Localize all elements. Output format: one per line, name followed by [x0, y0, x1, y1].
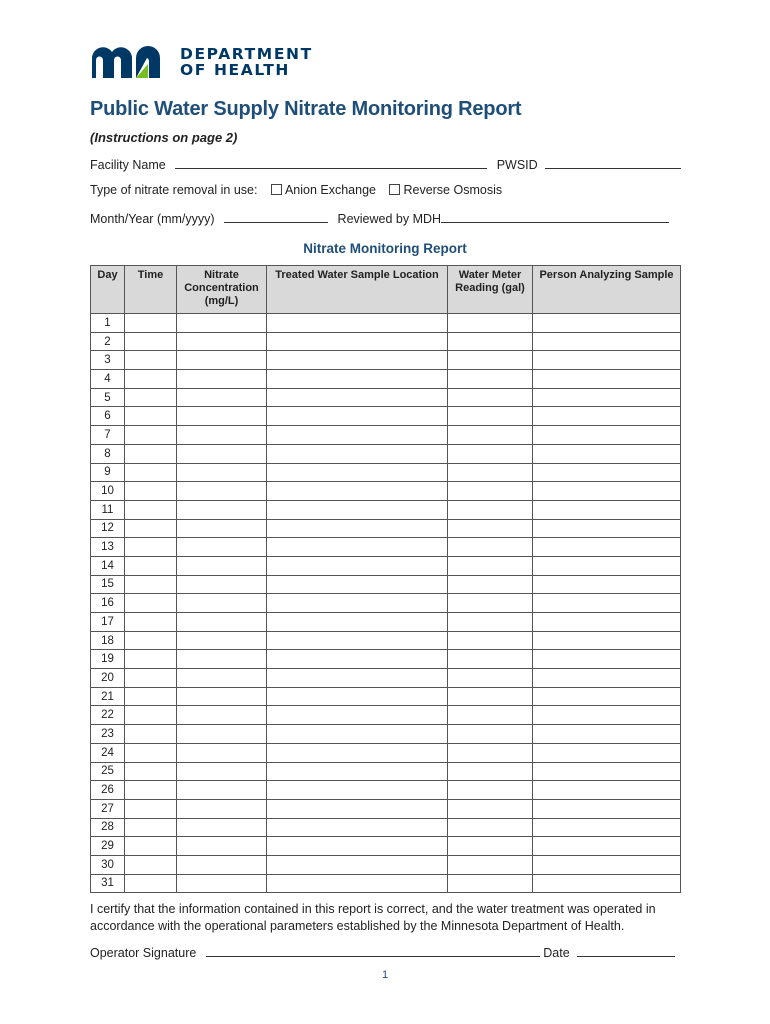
table-row [91, 837, 681, 856]
day-cell: 7 [91, 426, 125, 445]
time-cell[interactable] [125, 482, 177, 501]
table-row [91, 855, 681, 874]
removal-row [90, 183, 674, 197]
nitrate-cell[interactable] [177, 575, 267, 594]
table-row [91, 538, 681, 557]
nitrate-cell[interactable] [177, 855, 267, 874]
nitrate-cell[interactable] [177, 687, 267, 706]
table-row [91, 370, 681, 389]
analyst-cell[interactable] [533, 613, 681, 632]
table-row [91, 444, 681, 463]
sample-location-cell[interactable] [267, 687, 448, 706]
analyst-cell[interactable] [533, 463, 681, 482]
analyst-cell[interactable] [533, 631, 681, 650]
sample-location-cell[interactable] [267, 837, 448, 856]
day-cell: 24 [91, 743, 125, 762]
mn-logo-icon [90, 44, 172, 80]
operator-signature-field[interactable] [206, 944, 540, 957]
time-cell[interactable] [125, 444, 177, 463]
header-meter-reading: Water Meter Reading (gal) [448, 266, 533, 314]
day-cell: 21 [91, 687, 125, 706]
meter-reading-cell[interactable] [448, 762, 533, 781]
meter-reading-cell[interactable] [448, 388, 533, 407]
nitrate-cell[interactable] [177, 725, 267, 744]
day-cell: 26 [91, 781, 125, 800]
sample-location-cell[interactable] [267, 650, 448, 669]
table-row [91, 874, 681, 893]
meter-reading-cell[interactable] [448, 781, 533, 800]
table-row [91, 351, 681, 370]
nitrate-cell[interactable] [177, 669, 267, 688]
analyst-cell[interactable] [533, 725, 681, 744]
table-row [91, 500, 681, 519]
pwsid-label: PWSID [496, 158, 538, 172]
sample-location-cell[interactable] [267, 538, 448, 557]
time-cell[interactable] [125, 463, 177, 482]
month-year-field[interactable] [224, 210, 328, 223]
time-cell[interactable] [125, 594, 177, 613]
nitrate-cell[interactable] [177, 482, 267, 501]
page-number: 1 [381, 969, 389, 981]
analyst-cell[interactable] [533, 407, 681, 426]
table-row [91, 519, 681, 538]
day-cell: 13 [91, 538, 125, 557]
sample-location-cell[interactable] [267, 519, 448, 538]
day-cell: 25 [91, 762, 125, 781]
day-cell: 9 [91, 463, 125, 482]
meter-reading-cell[interactable] [448, 706, 533, 725]
header-sample-location: Treated Water Sample Location [267, 266, 448, 314]
sample-location-cell[interactable] [267, 500, 448, 519]
nitrate-cell[interactable] [177, 351, 267, 370]
analyst-cell[interactable] [533, 706, 681, 725]
facility-row [90, 156, 674, 172]
time-cell[interactable] [125, 631, 177, 650]
meter-reading-cell[interactable] [448, 669, 533, 688]
sample-location-cell[interactable] [267, 482, 448, 501]
table-row [91, 426, 681, 445]
table-row [91, 725, 681, 744]
day-cell: 5 [91, 388, 125, 407]
meter-reading-cell[interactable] [448, 594, 533, 613]
table-row [91, 556, 681, 575]
day-cell: 2 [91, 332, 125, 351]
day-cell: 18 [91, 631, 125, 650]
sample-location-cell[interactable] [267, 388, 448, 407]
reverse-osmosis-checkbox[interactable] [389, 184, 400, 195]
nitrate-cell[interactable] [177, 818, 267, 837]
sample-location-cell[interactable] [267, 855, 448, 874]
nitrate-cell[interactable] [177, 743, 267, 762]
nitrate-cell[interactable] [177, 426, 267, 445]
time-cell[interactable] [125, 669, 177, 688]
analyst-cell[interactable] [533, 594, 681, 613]
analyst-cell[interactable] [533, 650, 681, 669]
sample-location-cell[interactable] [267, 463, 448, 482]
sample-location-cell[interactable] [267, 874, 448, 893]
analyst-cell[interactable] [533, 538, 681, 557]
day-cell: 20 [91, 669, 125, 688]
nitrate-cell[interactable] [177, 332, 267, 351]
analyst-cell[interactable] [533, 855, 681, 874]
nitrate-cell[interactable] [177, 874, 267, 893]
logo-line-1: DEPARTMENT [180, 45, 313, 63]
meter-reading-cell[interactable] [448, 613, 533, 632]
meter-reading-cell[interactable] [448, 482, 533, 501]
table-title: Nitrate Monitoring Report [303, 241, 467, 256]
instructions-note: (Instructions on page 2) [90, 130, 238, 145]
sample-location-cell[interactable] [267, 556, 448, 575]
meter-reading-cell[interactable] [448, 743, 533, 762]
day-cell: 19 [91, 650, 125, 669]
day-cell: 1 [91, 314, 125, 333]
analyst-cell[interactable] [533, 818, 681, 837]
monitoring-table [90, 265, 681, 893]
time-cell[interactable] [125, 613, 177, 632]
certification-statement: I certify that the information contained in this report is correct, and the water treatment was operated in accordance with the operational parameters established by the Minnesota Department of Health. [90, 902, 656, 933]
time-cell[interactable] [125, 781, 177, 800]
sample-location-cell[interactable] [267, 818, 448, 837]
analyst-cell[interactable] [533, 314, 681, 333]
day-cell: 6 [91, 407, 125, 426]
nitrate-cell[interactable] [177, 556, 267, 575]
facility-label: Facility Name [90, 158, 166, 172]
table-row [91, 799, 681, 818]
sample-location-cell[interactable] [267, 613, 448, 632]
nitrate-cell[interactable] [177, 538, 267, 557]
meter-reading-cell[interactable] [448, 650, 533, 669]
day-cell: 28 [91, 818, 125, 837]
table-body [91, 314, 681, 893]
table-row [91, 631, 681, 650]
meter-reading-cell[interactable] [448, 314, 533, 333]
time-cell[interactable] [125, 762, 177, 781]
sample-location-cell[interactable] [267, 669, 448, 688]
removal-label: Type of nitrate removal in use: [90, 183, 258, 197]
time-cell[interactable] [125, 743, 177, 762]
nitrate-cell[interactable] [177, 463, 267, 482]
table-row [91, 407, 681, 426]
meter-reading-cell[interactable] [448, 725, 533, 744]
sample-location-cell[interactable] [267, 444, 448, 463]
table-row [91, 482, 681, 501]
facility-name-field[interactable] [175, 156, 487, 169]
analyst-cell[interactable] [533, 575, 681, 594]
nitrate-cell[interactable] [177, 613, 267, 632]
meter-reading-cell[interactable] [448, 370, 533, 389]
time-cell[interactable] [125, 818, 177, 837]
sample-location-cell[interactable] [267, 314, 448, 333]
day-cell: 16 [91, 594, 125, 613]
time-cell[interactable] [125, 314, 177, 333]
sample-location-cell[interactable] [267, 426, 448, 445]
anion-exchange-checkbox[interactable] [271, 184, 282, 195]
header-analyst: Person Analyzing Sample [533, 266, 681, 314]
analyst-cell[interactable] [533, 519, 681, 538]
meter-reading-cell[interactable] [448, 407, 533, 426]
nitrate-cell[interactable] [177, 388, 267, 407]
reverse-osmosis-label: Reverse Osmosis [403, 183, 503, 197]
analyst-cell[interactable] [533, 762, 681, 781]
header-time: Time [125, 266, 177, 314]
time-cell[interactable] [125, 650, 177, 669]
meter-reading-cell[interactable] [448, 799, 533, 818]
analyst-cell[interactable] [533, 482, 681, 501]
nitrate-cell[interactable] [177, 650, 267, 669]
sample-location-cell[interactable] [267, 370, 448, 389]
meter-reading-cell[interactable] [448, 575, 533, 594]
analyst-cell[interactable] [533, 388, 681, 407]
analyst-cell[interactable] [533, 370, 681, 389]
time-cell[interactable] [125, 556, 177, 575]
meter-reading-cell[interactable] [448, 332, 533, 351]
month-row [90, 210, 674, 226]
nitrate-cell[interactable] [177, 631, 267, 650]
logo-line-2: OF HEALTH [180, 61, 290, 79]
analyst-cell[interactable] [533, 799, 681, 818]
pwsid-field[interactable] [545, 156, 681, 169]
day-cell: 10 [91, 482, 125, 501]
meter-reading-cell[interactable] [448, 855, 533, 874]
time-cell[interactable] [125, 837, 177, 856]
nitrate-cell[interactable] [177, 407, 267, 426]
header-day: Day [91, 266, 125, 314]
time-cell[interactable] [125, 332, 177, 351]
signature-label: Operator Signature [90, 946, 197, 960]
meter-reading-cell[interactable] [448, 426, 533, 445]
table-row [91, 332, 681, 351]
nitrate-cell[interactable] [177, 837, 267, 856]
day-cell: 30 [91, 855, 125, 874]
day-cell: 3 [91, 351, 125, 370]
meter-reading-cell[interactable] [448, 556, 533, 575]
anion-exchange-label: Anion Exchange [284, 183, 376, 197]
nitrate-cell[interactable] [177, 519, 267, 538]
meter-reading-cell[interactable] [448, 818, 533, 837]
nitrate-cell[interactable] [177, 594, 267, 613]
nitrate-cell[interactable] [177, 314, 267, 333]
time-cell[interactable] [125, 799, 177, 818]
time-cell[interactable] [125, 874, 177, 893]
meter-reading-cell[interactable] [448, 351, 533, 370]
day-cell: 15 [91, 575, 125, 594]
date-label: Date [543, 946, 570, 960]
meter-reading-cell[interactable] [448, 500, 533, 519]
time-cell[interactable] [125, 426, 177, 445]
analyst-cell[interactable] [533, 874, 681, 893]
day-cell: 17 [91, 613, 125, 632]
nitrate-cell[interactable] [177, 706, 267, 725]
table-row [91, 669, 681, 688]
table-row [91, 650, 681, 669]
meter-reading-cell[interactable] [448, 631, 533, 650]
date-field[interactable] [577, 944, 675, 957]
time-cell[interactable] [125, 706, 177, 725]
time-cell[interactable] [125, 388, 177, 407]
day-cell: 4 [91, 370, 125, 389]
meter-reading-cell[interactable] [448, 463, 533, 482]
table-row [91, 818, 681, 837]
reviewed-label: Reviewed by MDH [337, 212, 442, 226]
table-row [91, 575, 681, 594]
table-row [91, 687, 681, 706]
sample-location-cell[interactable] [267, 799, 448, 818]
logo-wordmark [180, 46, 313, 78]
sample-location-cell[interactable] [267, 725, 448, 744]
meter-reading-cell[interactable] [448, 837, 533, 856]
meter-reading-cell[interactable] [448, 519, 533, 538]
time-cell[interactable] [125, 351, 177, 370]
nitrate-cell[interactable] [177, 781, 267, 800]
time-cell[interactable] [125, 575, 177, 594]
sample-location-cell[interactable] [267, 351, 448, 370]
day-cell: 23 [91, 725, 125, 744]
time-cell[interactable] [125, 538, 177, 557]
day-cell: 14 [91, 556, 125, 575]
nitrate-cell[interactable] [177, 500, 267, 519]
table-row [91, 762, 681, 781]
sample-location-cell[interactable] [267, 743, 448, 762]
meter-reading-cell[interactable] [448, 538, 533, 557]
sample-location-cell[interactable] [267, 332, 448, 351]
day-cell: 22 [91, 706, 125, 725]
nitrate-cell[interactable] [177, 370, 267, 389]
sample-location-cell[interactable] [267, 631, 448, 650]
sample-location-cell[interactable] [267, 762, 448, 781]
sample-location-cell[interactable] [267, 594, 448, 613]
day-cell: 29 [91, 837, 125, 856]
table-header-row [91, 266, 681, 314]
time-cell[interactable] [125, 519, 177, 538]
nitrate-cell[interactable] [177, 762, 267, 781]
day-cell: 8 [91, 444, 125, 463]
table-row [91, 463, 681, 482]
table-row [91, 314, 681, 333]
table-row [91, 706, 681, 725]
analyst-cell[interactable] [533, 687, 681, 706]
table-row [91, 594, 681, 613]
meter-reading-cell[interactable] [448, 687, 533, 706]
day-cell: 12 [91, 519, 125, 538]
time-cell[interactable] [125, 370, 177, 389]
analyst-cell[interactable] [533, 332, 681, 351]
table-row [91, 613, 681, 632]
analyst-cell[interactable] [533, 426, 681, 445]
meter-reading-cell[interactable] [448, 444, 533, 463]
mdh-logo [90, 44, 313, 80]
analyst-cell[interactable] [533, 669, 681, 688]
time-cell[interactable] [125, 500, 177, 519]
month-year-label: Month/Year (mm/yyyy) [90, 212, 215, 226]
table-row [91, 781, 681, 800]
time-cell[interactable] [125, 725, 177, 744]
analyst-cell[interactable] [533, 837, 681, 856]
time-cell[interactable] [125, 855, 177, 874]
time-cell[interactable] [125, 407, 177, 426]
sample-location-cell[interactable] [267, 781, 448, 800]
table-row [91, 388, 681, 407]
header-nitrate: Nitrate Concentration (mg/L) [177, 266, 267, 314]
reviewed-by-field[interactable] [441, 210, 669, 223]
meter-reading-cell[interactable] [448, 874, 533, 893]
analyst-cell[interactable] [533, 500, 681, 519]
analyst-cell[interactable] [533, 351, 681, 370]
nitrate-cell[interactable] [177, 444, 267, 463]
time-cell[interactable] [125, 687, 177, 706]
analyst-cell[interactable] [533, 556, 681, 575]
day-cell: 31 [91, 874, 125, 893]
sample-location-cell[interactable] [267, 407, 448, 426]
sample-location-cell[interactable] [267, 706, 448, 725]
table-row [91, 743, 681, 762]
analyst-cell[interactable] [533, 781, 681, 800]
day-cell: 11 [91, 500, 125, 519]
nitrate-cell[interactable] [177, 799, 267, 818]
signature-row [90, 944, 674, 960]
analyst-cell[interactable] [533, 444, 681, 463]
day-cell: 27 [91, 799, 125, 818]
analyst-cell[interactable] [533, 743, 681, 762]
sample-location-cell[interactable] [267, 575, 448, 594]
page-title: Public Water Supply Nitrate Monitoring Report [90, 98, 522, 120]
